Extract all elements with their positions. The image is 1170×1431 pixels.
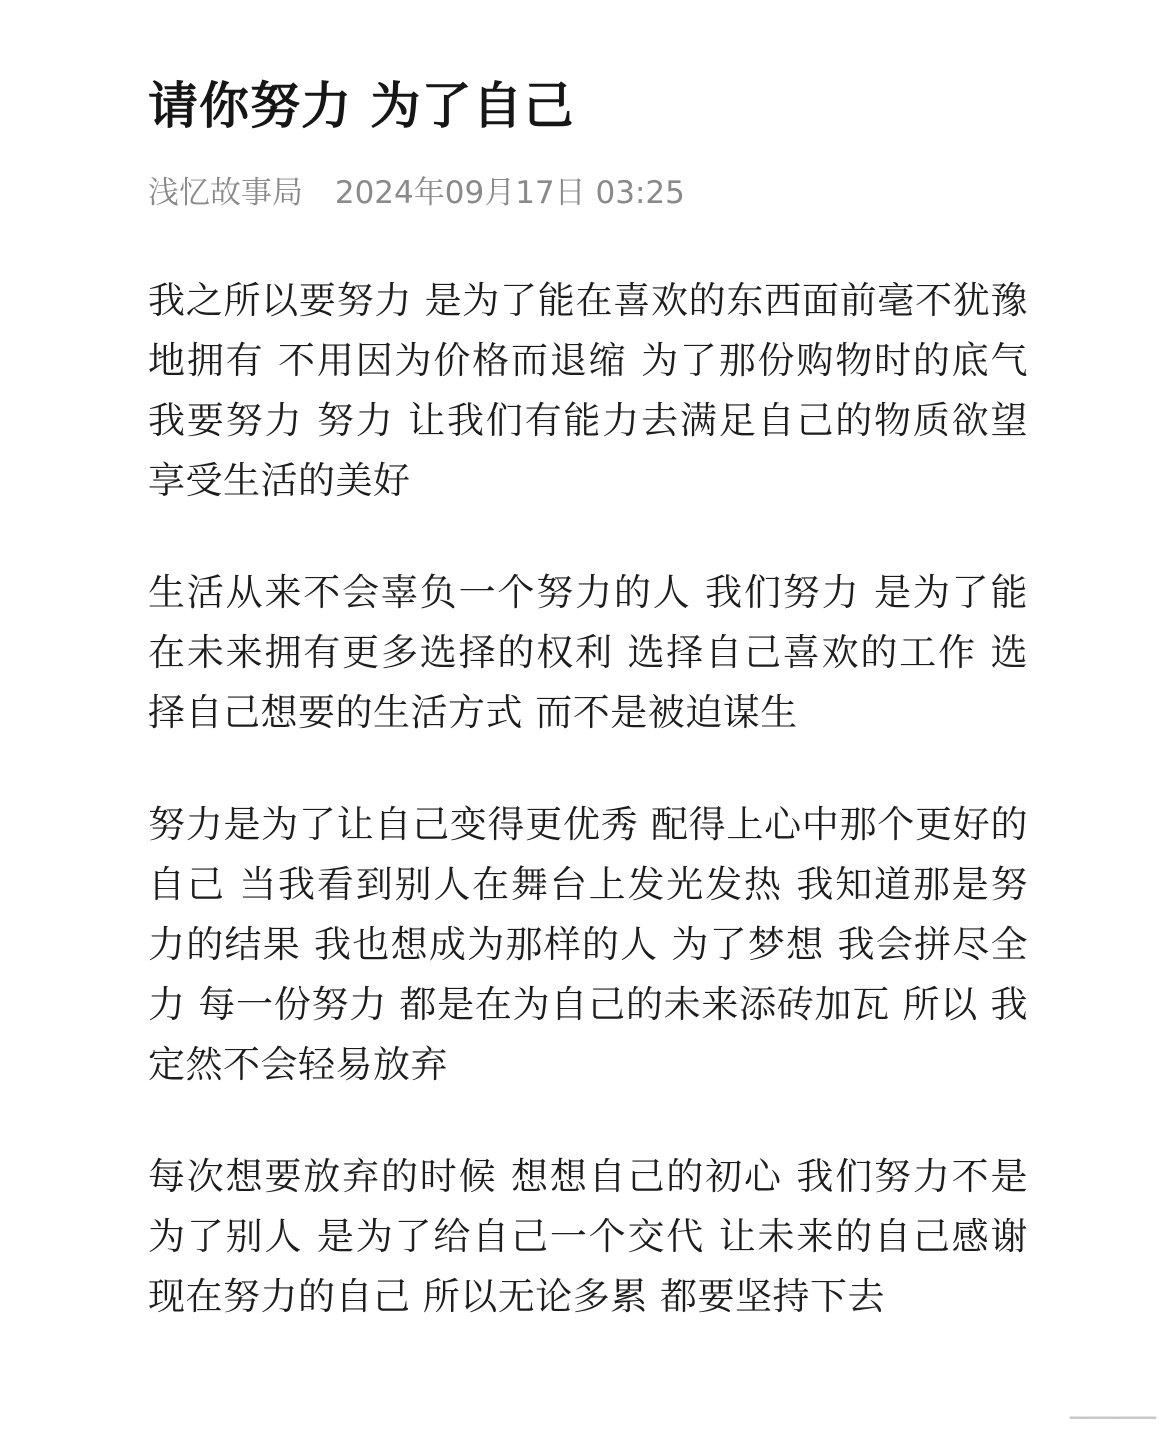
article-datetime: 2024年09月17日 03:25 [334, 175, 685, 211]
article-paragraph: 每次想要放弃的时候 想想自己的初心 我们努力不是为了别人 是为了给自己一个交代 让未来的自己感谢现在努力的自己 所以无论多累 都要坚持下去 [148, 1155, 1028, 1318]
article [148, 72, 1028, 1327]
watermark: ▁▁▁▁▁▁▁ [1069, 1400, 1156, 1419]
article-meta [148, 171, 1028, 215]
article-source[interactable]: 浅忆故事局 [148, 175, 303, 211]
article-body [148, 271, 1028, 1327]
article-title: 请你努力 为了自己 [148, 77, 575, 135]
article-paragraph: 努力是为了让自己变得更优秀 配得上心中那个更好的自己 当我看到别人在舞台上发光发热 我知道那是努力的结果 我也想成为那样的人 为了梦想 我会拼尽全力 每一份努力 都是在为自己的未来添砖加瓦 所以 我定然不会轻易放弃 [148, 803, 1028, 1086]
article-paragraph: 我之所以要努力 是为了能在喜欢的东西面前毫不犹豫地拥有 不用因为价格而退缩 为了那份购物时的底气 我要努力 努力 让我们有能力去满足自己的物质欲望 享受生活的美好 [148, 279, 1028, 502]
article-paragraph: 生活从来不会辜负一个努力的人 我们努力 是为了能在未来拥有更多选择的权利 选择自己喜欢的工作 选择自己想要的生活方式 而不是被迫谋生 [148, 571, 1028, 734]
